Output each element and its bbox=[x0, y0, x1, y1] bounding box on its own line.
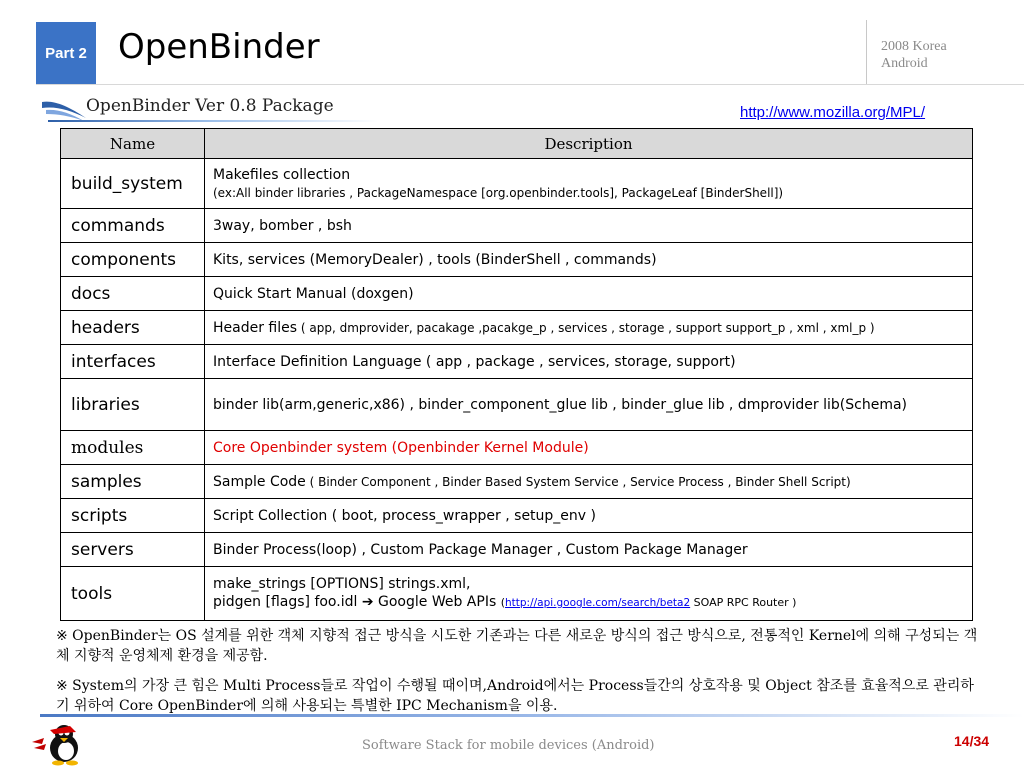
row-name: components bbox=[61, 243, 205, 277]
mpl-license-link[interactable]: http://www.mozilla.org/MPL/ bbox=[740, 104, 926, 121]
table-header-row bbox=[61, 129, 973, 159]
desc-detail: ( Binder Component , Binder Based System Service , Service Process , Binder Shell Script) bbox=[305, 474, 851, 489]
row-description: Interface Definition Language ( app , package , services, storage, support) bbox=[205, 345, 973, 379]
row-name: servers bbox=[61, 533, 205, 567]
desc-line: Makefiles collection bbox=[213, 166, 351, 183]
page-number: 14/34 bbox=[954, 733, 990, 749]
row-name: docs bbox=[61, 277, 205, 311]
row-name: headers bbox=[61, 311, 205, 345]
google-api-link[interactable]: http://api.google.com/search/beta2 bbox=[505, 597, 691, 609]
row-name: commands bbox=[61, 209, 205, 243]
row-description: Kits, services (MemoryDealer) , tools (BinderShell , commands) bbox=[205, 243, 973, 277]
row-description: binder lib(arm,generic,x86) , binder_component_glue lib , binder_glue lib , dmprovider lib(Schema) bbox=[205, 379, 973, 431]
swoosh-icon bbox=[40, 96, 88, 122]
corner-label bbox=[881, 38, 947, 72]
desc-line: make_strings [OPTIONS] strings.xml, bbox=[213, 576, 471, 592]
section-subtitle: OpenBinder Ver 0.8 Package bbox=[86, 96, 334, 116]
package-table bbox=[60, 128, 973, 621]
row-description: Core Openbinder system (Openbinder Kernel Module) bbox=[205, 431, 973, 465]
table-row bbox=[61, 277, 973, 311]
note-system-ipc: ※ System의 가장 큰 힘은 Multi Process들로 작업이 수행될 때이며,Android에서는 Process들간의 상호작용 및 Object 참조를 효율적으로 관리하기 위하여 Core OpenBinder에 의해 사용되는 특별한 IPC Mechanism을 이용. bbox=[56, 678, 974, 714]
slide-title: OpenBinder bbox=[118, 27, 320, 67]
table-row bbox=[61, 567, 973, 621]
row-description bbox=[205, 159, 973, 209]
description-column-header: Description bbox=[205, 129, 973, 159]
row-name: build_system bbox=[61, 159, 205, 209]
row-name: scripts bbox=[61, 499, 205, 533]
row-description: Binder Process(loop) , Custom Package Manager , Custom Package Manager bbox=[205, 533, 973, 567]
header-divider bbox=[866, 20, 867, 84]
name-column-header: Name bbox=[61, 129, 205, 159]
row-description bbox=[205, 465, 973, 499]
subtitle-underline bbox=[48, 120, 378, 122]
table-row bbox=[61, 209, 973, 243]
row-description: Quick Start Manual (doxgen) bbox=[205, 277, 973, 311]
slide-header bbox=[0, 0, 1024, 88]
row-name: tools bbox=[61, 567, 205, 621]
arrow-icon: ➔ bbox=[361, 594, 374, 610]
desc-main: Sample Code bbox=[213, 473, 306, 490]
desc-text: pidgen [flags] foo.idl bbox=[213, 594, 362, 610]
header-rule bbox=[36, 84, 1024, 85]
part-badge bbox=[36, 22, 96, 84]
table-row bbox=[61, 159, 973, 209]
row-description: Script Collection ( boot, process_wrapper , setup_env ) bbox=[205, 499, 973, 533]
row-name: modules bbox=[61, 431, 205, 465]
note-underline bbox=[40, 714, 1024, 717]
table-row bbox=[61, 465, 973, 499]
row-name: libraries bbox=[61, 379, 205, 431]
mascot-icon bbox=[30, 720, 86, 766]
row-description bbox=[205, 567, 973, 621]
row-name: interfaces bbox=[61, 345, 205, 379]
table-row bbox=[61, 431, 973, 465]
desc-text: Google Web APIs bbox=[373, 594, 501, 610]
desc-line: (ex:All binder libraries , PackageNamespace [org.openbinder.tools], PackageLeaf [BinderShell]) bbox=[213, 185, 784, 200]
desc-detail: ( app, dmprovider, pacakage ,pacakge_p , services , storage , support support_p , xml , xml_p ) bbox=[297, 320, 875, 335]
table-row bbox=[61, 533, 973, 567]
table-row bbox=[61, 311, 973, 345]
desc-main: Header files bbox=[213, 319, 298, 336]
table-row bbox=[61, 499, 973, 533]
table-row bbox=[61, 345, 973, 379]
corner-line-2: Android bbox=[881, 56, 928, 71]
desc-line bbox=[213, 593, 964, 612]
row-description: 3way, bomber , bsh bbox=[205, 209, 973, 243]
table-row bbox=[61, 243, 973, 277]
part-label: Part 2 bbox=[45, 44, 87, 62]
desc-text: ( bbox=[500, 596, 505, 609]
footer-text: Software Stack for mobile devices (Android) bbox=[362, 738, 655, 753]
row-name: samples bbox=[61, 465, 205, 499]
row-description bbox=[205, 311, 973, 345]
note-openbinder: ※ OpenBinder는 OS 설계를 위한 객체 지향적 접근 방식을 시도한 기존과는 다른 새로운 방식의 접근 방식으로, 전통적인 Kernel에 의해 구성되는 객체 지향적 운영체제 환경을 제공함. bbox=[56, 628, 978, 664]
corner-line-1: 2008 Korea bbox=[881, 39, 947, 54]
table-row bbox=[61, 379, 973, 431]
desc-text: SOAP RPC Router ) bbox=[690, 596, 797, 609]
